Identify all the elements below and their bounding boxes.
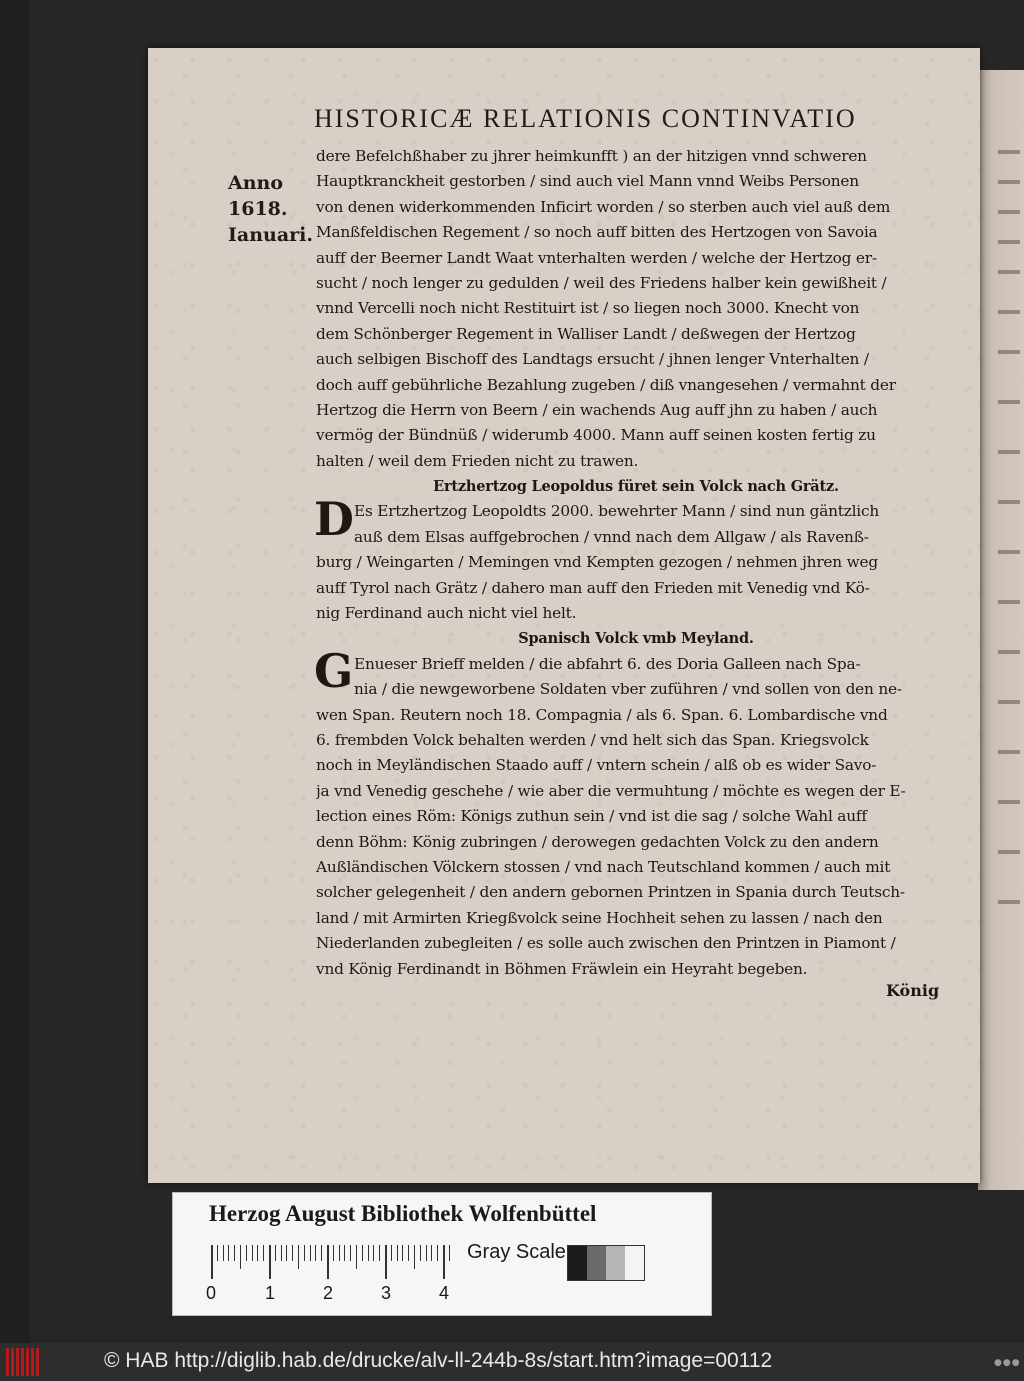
drop-cap: G	[314, 644, 354, 698]
ruler-tick	[292, 1245, 293, 1261]
margin-note-month: Ianuari.	[228, 224, 313, 246]
ruler-tick	[379, 1245, 380, 1261]
adjacent-page-edge	[978, 70, 1024, 1190]
ruler-tick	[246, 1245, 247, 1261]
text-line: halten / weil dem Frieden nicht zu trawen.	[316, 451, 639, 470]
text-line: auff Tyrol nach Grätz / dahero man auff den Frieden mit Venedig vnd Kö-	[316, 578, 870, 597]
ruler-tick	[385, 1245, 387, 1279]
text-line: dere Befelchßhaber zu jhrer heimkunfft ) an der hitzigen vnnd schweren	[316, 147, 867, 165]
text-line: solcher gelegenheit / den andern gebornen Printzen in Spania durch Teutsch-	[316, 883, 905, 902]
section-heading: Spanisch Volck vmb Meyland.	[518, 630, 754, 648]
text-line: sucht / noch lenger zu gedulden / weil des Friedens halber kein gewißheit /	[316, 273, 887, 292]
ruler-tick	[327, 1245, 329, 1279]
ruler-tick	[443, 1245, 445, 1279]
ruler-number: 0	[206, 1283, 217, 1303]
text-line: nia / die newgeworbene Soldaten vber zuführen / vnd sollen von den ne-	[354, 680, 902, 699]
ruler-tick	[373, 1245, 374, 1261]
ruler-tick	[275, 1245, 276, 1261]
ruler-tick	[257, 1245, 258, 1261]
more-dots-icon: ●●●	[994, 1358, 1021, 1368]
text-line: vnd König Ferdinandt in Böhmen Fräwlein ein Heyraht begeben.	[316, 959, 808, 978]
gray-swatch	[568, 1246, 587, 1280]
document-page	[148, 48, 980, 1183]
text-line: auß dem Elsas auffgebrochen / vnnd nach dem Allgaw / als Ravenß-	[354, 527, 869, 546]
ruler-tick	[252, 1245, 253, 1261]
ruler-tick	[420, 1245, 421, 1261]
text-line: lection eines Röm: Königs zuthun sein / vnd ist die sag / solche Wahl auff	[316, 807, 867, 826]
ruler-tick	[281, 1245, 282, 1261]
ruler-number: 4	[439, 1283, 450, 1303]
catchword: König	[886, 981, 940, 1000]
copyright-link[interactable]: © HAB http://diglib.hab.de/drucke/alv-ll-244b-8s/start.htm?image=00112	[104, 1349, 773, 1372]
library-name: Herzog August Bibliothek Wolfenbüttel	[209, 1201, 597, 1226]
section-heading: Ertzhertzog Leopoldus füret sein Volck nach Grätz.	[433, 478, 839, 496]
gray-swatch	[625, 1246, 644, 1280]
gray-scale-swatches	[567, 1245, 645, 1281]
ruler-tick	[310, 1245, 311, 1261]
text-line: vnnd Vercelli noch nicht Restituirt ist / so liegen noch 3000. Knecht von	[316, 299, 860, 318]
ruler-tick	[240, 1245, 241, 1269]
text-line: Niederlanden zubegleiten / es solle auch zwischen den Printzen in Piamont /	[316, 934, 896, 953]
ruler-tick	[368, 1245, 369, 1261]
ruler-number: 2	[323, 1283, 334, 1303]
ruler-tick	[350, 1245, 351, 1261]
text-line: Enueser Brieff melden / die abfahrt 6. des Doria Galleen nach Spa-	[354, 654, 861, 673]
ruler-tick	[315, 1245, 316, 1261]
ruler-tick	[217, 1245, 218, 1261]
margin-note-anno: Anno	[228, 172, 284, 194]
ruler-tick	[298, 1245, 299, 1269]
text-line: noch in Meyländischen Staado auff / vntern schein / alß ob es wider Savo-	[316, 756, 877, 775]
ruler-tick	[269, 1245, 271, 1279]
text-line: doch auff gebührliche Bezahlung zugeben / diß vnangesehen / vermahnt der	[316, 375, 896, 394]
ruler-tick	[223, 1245, 224, 1261]
ruler-tick	[449, 1245, 450, 1261]
footer-bar	[0, 1343, 1024, 1381]
ruler-number: 3	[381, 1283, 392, 1303]
text-line: denn Böhm: König zubringen / derowegen gedachten Volck zu den andern	[316, 832, 879, 851]
ruler-tick	[362, 1245, 363, 1261]
ruler-tick	[437, 1245, 438, 1261]
gray-scale-label: Gray Scale	[467, 1241, 566, 1263]
scan-left-edge	[0, 0, 30, 1343]
text-line: vermög der Bündnüß / widerumb 4000. Mann auff seinen kosten fertig zu	[316, 426, 876, 445]
text-line: Manßfeldischen Regement / so noch auff bitten des Hertzogen von Savoia	[316, 223, 878, 242]
text-line: Außländischen Völckern stossen / vnd nach Teutschland kommen / auch mit	[316, 857, 891, 876]
ruler-tick	[414, 1245, 415, 1269]
hab-barcode-logo-icon	[6, 1348, 42, 1376]
text-line: wen Span. Reutern noch 18. Compagnia / als 6. Span. 6. Lombardische vnd	[316, 705, 888, 724]
ruler-tick	[228, 1245, 229, 1261]
text-line: ja vnd Venedig geschehe / wie aber die vermuhtung / möchte es wegen der E-	[316, 781, 906, 800]
page-text	[316, 144, 956, 982]
text-line: 6. frembden Volck behalten werden / vnd helt sich das Span. Kriegsvolck	[316, 730, 869, 749]
gray-swatch	[606, 1246, 625, 1280]
text-line: Hertzog die Herrn von Beern / ein wachends Aug auff jhn zu haben / auch	[316, 400, 878, 419]
ruler-tick	[333, 1245, 334, 1261]
ruler-tick	[397, 1245, 398, 1261]
running-title: HISTORICÆ RELATIONIS CONTINVATIO	[314, 104, 857, 133]
ruler-tick	[211, 1245, 213, 1279]
text-line: auch selbigen Bischoff des Landtags ersucht / jhnen lenger Vnterhalten /	[316, 350, 869, 369]
text-line: land / mit Armirten Kriegßvolck seine Hochheit sehen zu lassen / nach den	[316, 908, 883, 927]
drop-cap: D	[314, 492, 354, 546]
text-line: auff der Beerner Landt Waat vnterhalten werden / welche der Hertzog er-	[316, 248, 877, 267]
scale-ruler	[211, 1245, 453, 1279]
margin-note-year: 1618.	[228, 198, 288, 220]
ruler-tick	[321, 1245, 322, 1261]
ruler-tick	[431, 1245, 432, 1261]
library-color-target	[172, 1192, 712, 1316]
ruler-tick	[344, 1245, 345, 1261]
ruler-tick	[408, 1245, 409, 1261]
ruler-tick	[339, 1245, 340, 1261]
ruler-tick	[391, 1245, 392, 1261]
ruler-tick	[402, 1245, 403, 1261]
ruler-tick	[356, 1245, 357, 1269]
ruler-tick	[234, 1245, 235, 1261]
text-line: dem Schönberger Regement in Walliser Landt / deßwegen der Hertzog	[316, 324, 856, 343]
text-line: burg / Weingarten / Memingen vnd Kempten gezogen / nehmen jhren weg	[316, 553, 878, 572]
ruler-tick	[304, 1245, 305, 1261]
text-line: Hauptkranckheit gestorben / sind auch viel Mann vnnd Weibs Personen	[316, 172, 859, 191]
ruler-tick	[286, 1245, 287, 1261]
ruler-number: 1	[265, 1283, 276, 1303]
text-line: von denen widerkommenden Inficirt worden / so sterben auch viel auß dem	[316, 197, 891, 216]
ruler-tick	[426, 1245, 427, 1261]
gray-swatch	[587, 1246, 606, 1280]
ruler-tick	[263, 1245, 264, 1261]
text-line: Es Ertzhertzog Leopoldts 2000. bewehrter Mann / sind nun gäntzlich	[354, 502, 880, 521]
text-line: nig Ferdinand auch nicht viel helt.	[316, 604, 577, 623]
